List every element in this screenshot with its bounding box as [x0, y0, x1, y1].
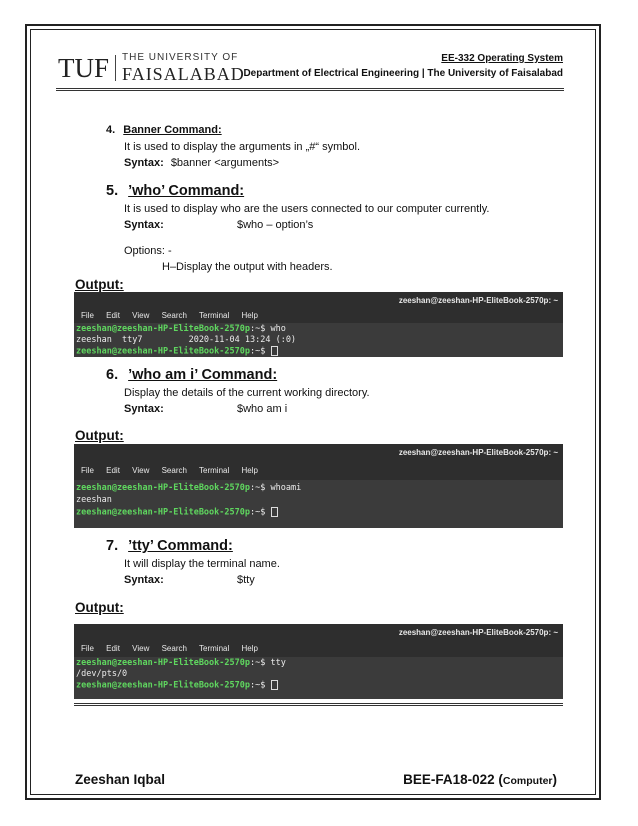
author-name: Zeeshan Iqbal: [75, 772, 166, 787]
terminal-title: zeeshan@zeeshan-HP-EliteBook-2570p: ~: [398, 628, 558, 637]
section-banner-desc: It is used to display the arguments in „#“ symbol.: [124, 141, 360, 153]
section-title: ’who’ Command:: [128, 183, 245, 199]
menu-terminal[interactable]: Terminal: [199, 644, 230, 653]
menu-file[interactable]: File: [81, 311, 94, 320]
menu-edit[interactable]: Edit: [106, 466, 120, 475]
terminal-body[interactable]: [74, 480, 563, 528]
university-logo: [58, 53, 245, 83]
terminal-line: zeeshan@zeeshan-HP-EliteBook-2570p:~$ tty: [76, 658, 286, 668]
menu-help[interactable]: Help: [241, 311, 258, 320]
terminal-output: zeeshan: [76, 495, 112, 505]
syntax-value: $who am i: [237, 403, 288, 415]
syntax-label: Syntax:: [124, 403, 164, 415]
syntax-value: $who – option’s: [237, 219, 314, 231]
terminal-window-tty: [74, 624, 563, 699]
syntax-label: Syntax:: [124, 574, 164, 586]
course-title: EE-332 Operating System: [441, 53, 563, 64]
menu-terminal[interactable]: Terminal: [199, 311, 230, 320]
menu-help[interactable]: Help: [241, 644, 258, 653]
terminal-line: zeeshan@zeeshan-HP-EliteBook-2570p:~$: [76, 680, 278, 691]
section-number: 5.: [106, 183, 119, 199]
footer-rule: [74, 703, 563, 704]
footer-rule-2: [74, 705, 563, 706]
menu-view[interactable]: View: [132, 311, 150, 320]
section-tty-heading: [106, 538, 233, 554]
options-label: Options: -: [124, 245, 172, 257]
section-number: 7.: [106, 538, 119, 554]
menu-file[interactable]: File: [81, 466, 94, 475]
menu-search[interactable]: Search: [161, 311, 187, 320]
terminal-body[interactable]: [74, 323, 563, 357]
output-label: Output:: [75, 428, 124, 443]
section-title: ’tty’ Command:: [128, 538, 233, 554]
section-number: 6.: [106, 367, 119, 383]
terminal-title: zeeshan@zeeshan-HP-EliteBook-2570p: ~: [398, 296, 558, 305]
output-label: Output:: [75, 277, 124, 292]
cursor: [271, 346, 278, 356]
terminal-window-whoami: [74, 444, 563, 528]
logo-top-text: THE UNIVERSITY OF: [122, 52, 239, 63]
syntax-value: $banner <arguments>: [170, 157, 280, 169]
section-whoami-heading: [106, 367, 277, 383]
section-who-heading: [106, 183, 244, 199]
terminal-title: zeeshan@zeeshan-HP-EliteBook-2570p: ~: [398, 448, 558, 457]
terminal-line: zeeshan@zeeshan-HP-EliteBook-2570p:~$ who: [76, 324, 286, 334]
menu-search[interactable]: Search: [161, 466, 187, 475]
logo-mark: TUF: [58, 52, 110, 83]
header-rule-2: [56, 90, 564, 91]
menu-view[interactable]: View: [132, 644, 150, 653]
terminal-menu: [81, 311, 268, 320]
terminal-output: /dev/pts/0: [76, 669, 128, 679]
menu-help[interactable]: Help: [241, 466, 258, 475]
terminal-line: zeeshan@zeeshan-HP-EliteBook-2570p:~$ whoami: [76, 483, 302, 493]
header-rule: [56, 88, 564, 89]
syntax-label: Syntax:: [124, 157, 164, 169]
terminal-menu: [81, 644, 268, 653]
menu-file[interactable]: File: [81, 644, 94, 653]
terminal-line: zeeshan@zeeshan-HP-EliteBook-2570p:~$: [76, 507, 278, 518]
section-who-desc: It is used to display who are the users connected to our computer currently.: [124, 203, 490, 215]
section-banner-heading: [106, 124, 222, 136]
section-number: 4.: [106, 124, 116, 136]
section-tty-desc: It will display the terminal name.: [124, 558, 280, 570]
terminal-output: zeeshan tty7 2020-11-04 13:24 (:0): [76, 335, 297, 345]
syntax-label: Syntax:: [124, 219, 164, 231]
logo-divider: [115, 55, 116, 81]
menu-edit[interactable]: Edit: [106, 644, 120, 653]
registration-number: BEE-FA18-022 (Computer): [403, 772, 557, 787]
section-title: ’who am i’ Command:: [128, 367, 278, 383]
logo-bottom-text: FAISALABAD: [122, 64, 245, 84]
menu-terminal[interactable]: Terminal: [199, 466, 230, 475]
cursor: [271, 680, 278, 690]
section-whoami-desc: Display the details of the current working directory.: [124, 387, 370, 399]
syntax-value: $tty: [237, 574, 255, 586]
terminal-line: zeeshan@zeeshan-HP-EliteBook-2570p:~$: [76, 346, 278, 357]
terminal-window-who: [74, 292, 563, 357]
terminal-menu: [81, 466, 268, 475]
output-label: Output:: [75, 600, 124, 615]
department-line: Department of Electrical Engineering | The University of Faisalabad: [243, 68, 563, 79]
section-title: Banner Command:: [123, 124, 222, 136]
menu-edit[interactable]: Edit: [106, 311, 120, 320]
menu-view[interactable]: View: [132, 466, 150, 475]
option-h: H–Display the output with headers.: [162, 261, 333, 273]
terminal-body[interactable]: [74, 657, 563, 699]
menu-search[interactable]: Search: [161, 644, 187, 653]
cursor: [271, 507, 278, 517]
section-banner-syntax: [124, 157, 279, 169]
